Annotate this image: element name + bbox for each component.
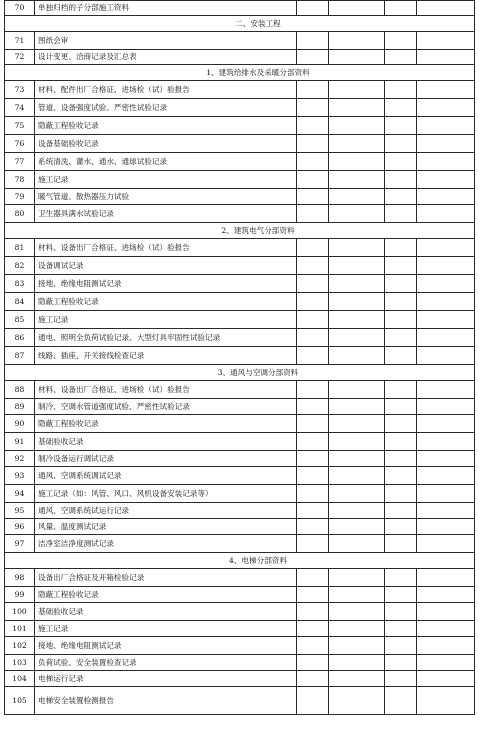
blank-cell xyxy=(297,655,329,671)
document-item-name: 设计变更、洽商记录及汇总表 xyxy=(35,50,297,65)
document-item-name: 电梯安全装置检测报告 xyxy=(35,687,297,715)
blank-cell xyxy=(297,381,329,399)
document-item-name: 接地、绝缘电阻测试记录 xyxy=(35,637,297,655)
blank-cell xyxy=(297,153,329,171)
section-title: 1、建筑给排水及采暖分部资料 xyxy=(5,65,475,81)
blank-cell xyxy=(329,117,385,135)
row-number: 95 xyxy=(5,503,35,519)
table-row xyxy=(5,81,475,99)
table-row xyxy=(5,451,475,467)
blank-cell xyxy=(417,603,475,621)
row-number: 102 xyxy=(5,637,35,655)
blank-cell xyxy=(297,451,329,467)
document-item-name: 施工记录 xyxy=(35,311,297,329)
row-number: 97 xyxy=(5,535,35,553)
document-item-name: 单独归档的子分部施工资料 xyxy=(35,1,297,16)
blank-cell xyxy=(297,467,329,485)
blank-cell xyxy=(297,687,329,715)
blank-cell xyxy=(417,117,475,135)
blank-cell xyxy=(297,621,329,637)
table-row xyxy=(5,171,475,189)
row-number: 82 xyxy=(5,257,35,275)
section-header-row xyxy=(5,553,475,569)
table-row xyxy=(5,655,475,671)
blank-cell xyxy=(385,50,417,65)
blank-cell xyxy=(385,117,417,135)
blank-cell xyxy=(385,467,417,485)
blank-cell xyxy=(417,171,475,189)
document-item-name: 线路、插座、开关接线检查记录 xyxy=(35,347,297,365)
document-item-name: 基础验收记录 xyxy=(35,433,297,451)
blank-cell xyxy=(417,329,475,347)
blank-cell xyxy=(417,433,475,451)
blank-cell xyxy=(329,311,385,329)
table-row xyxy=(5,415,475,433)
blank-cell xyxy=(329,257,385,275)
document-item-name: 设备调试记录 xyxy=(35,257,297,275)
document-item-name: 负荷试验、安全装置检查记录 xyxy=(35,655,297,671)
blank-cell xyxy=(385,503,417,519)
blank-cell xyxy=(297,205,329,223)
table-row xyxy=(5,117,475,135)
blank-cell xyxy=(329,205,385,223)
table-row xyxy=(5,503,475,519)
document-item-name: 施工记录（如：风管、风口、风机设备安装记录等） xyxy=(35,485,297,503)
table-row xyxy=(5,671,475,687)
table-row xyxy=(5,293,475,311)
blank-cell xyxy=(385,239,417,257)
table-row xyxy=(5,569,475,587)
section-title: 2、建筑电气分部资料 xyxy=(5,223,475,239)
document-item-name: 施工记录 xyxy=(35,171,297,189)
blank-cell xyxy=(297,519,329,535)
row-number: 103 xyxy=(5,655,35,671)
blank-cell xyxy=(329,1,385,16)
blank-cell xyxy=(329,637,385,655)
table-row xyxy=(5,311,475,329)
document-item-name: 材料、设备出厂合格证、进场检（试）验报告 xyxy=(35,239,297,257)
table-row xyxy=(5,50,475,65)
document-item-name: 暖气管道、散热器压力试验 xyxy=(35,189,297,205)
document-item-name: 通电、照明全负荷试验记录、大型灯具牢固性试验记录 xyxy=(35,329,297,347)
blank-cell xyxy=(385,399,417,415)
section-header-row xyxy=(5,65,475,81)
blank-cell xyxy=(385,99,417,117)
blank-cell xyxy=(297,415,329,433)
document-item-name: 施工记录 xyxy=(35,621,297,637)
blank-cell xyxy=(329,503,385,519)
blank-cell xyxy=(329,569,385,587)
document-item-name: 电梯运行记录 xyxy=(35,671,297,687)
blank-cell xyxy=(297,257,329,275)
blank-cell xyxy=(297,535,329,553)
blank-cell xyxy=(297,569,329,587)
document-item-name: 卫生器具满水试验记录 xyxy=(35,205,297,223)
blank-cell xyxy=(297,32,329,50)
blank-cell xyxy=(297,485,329,503)
blank-cell xyxy=(329,171,385,189)
blank-cell xyxy=(385,171,417,189)
table-row xyxy=(5,329,475,347)
blank-cell xyxy=(329,81,385,99)
blank-cell xyxy=(385,621,417,637)
row-number: 80 xyxy=(5,205,35,223)
table-row xyxy=(5,587,475,603)
section-title: 4、电梯分部资料 xyxy=(5,553,475,569)
blank-cell xyxy=(385,205,417,223)
document-item-name: 设备基础验收记录 xyxy=(35,135,297,153)
blank-cell xyxy=(329,655,385,671)
blank-cell xyxy=(385,81,417,99)
blank-cell xyxy=(417,655,475,671)
document-item-name: 接地、绝缘电阻测试记录 xyxy=(35,275,297,293)
blank-cell xyxy=(417,621,475,637)
blank-cell xyxy=(385,135,417,153)
blank-cell xyxy=(329,603,385,621)
blank-cell xyxy=(417,569,475,587)
blank-cell xyxy=(385,451,417,467)
blank-cell xyxy=(385,381,417,399)
blank-cell xyxy=(385,32,417,50)
table-row xyxy=(5,399,475,415)
blank-cell xyxy=(417,257,475,275)
document-item-name: 管道、设备强度试验、严密性试验记录 xyxy=(35,99,297,117)
row-number: 75 xyxy=(5,117,35,135)
blank-cell xyxy=(417,637,475,655)
row-number: 92 xyxy=(5,451,35,467)
row-number: 85 xyxy=(5,311,35,329)
blank-cell xyxy=(385,519,417,535)
archive-checklist-table xyxy=(4,0,475,715)
blank-cell xyxy=(417,239,475,257)
blank-cell xyxy=(417,415,475,433)
blank-cell xyxy=(297,603,329,621)
row-number: 100 xyxy=(5,603,35,621)
document-item-name: 隐蔽工程验收记录 xyxy=(35,415,297,433)
table-row xyxy=(5,347,475,365)
section-title: 3、通风与空调分部资料 xyxy=(5,365,475,381)
table-row xyxy=(5,485,475,503)
row-number: 74 xyxy=(5,99,35,117)
blank-cell xyxy=(329,32,385,50)
row-number: 105 xyxy=(5,687,35,715)
document-item-name: 隐蔽工程验收记录 xyxy=(35,587,297,603)
blank-cell xyxy=(417,135,475,153)
table-body xyxy=(5,1,475,715)
section-header-row xyxy=(5,16,475,32)
row-number: 71 xyxy=(5,32,35,50)
table-row xyxy=(5,99,475,117)
document-item-name: 制冷设备运行调试记录 xyxy=(35,451,297,467)
document-item-name: 基础验收记录 xyxy=(35,603,297,621)
blank-cell xyxy=(417,153,475,171)
table-row xyxy=(5,433,475,451)
blank-cell xyxy=(329,467,385,485)
blank-cell xyxy=(297,117,329,135)
blank-cell xyxy=(385,275,417,293)
blank-cell xyxy=(329,687,385,715)
table-row xyxy=(5,205,475,223)
blank-cell xyxy=(385,415,417,433)
blank-cell xyxy=(329,535,385,553)
document-item-name: 风量、温度测试记录 xyxy=(35,519,297,535)
blank-cell xyxy=(417,467,475,485)
blank-cell xyxy=(385,671,417,687)
table-row xyxy=(5,535,475,553)
blank-cell xyxy=(417,381,475,399)
row-number: 73 xyxy=(5,81,35,99)
document-item-name: 材料、设备出厂合格证、进场检（试）验报告 xyxy=(35,381,297,399)
blank-cell xyxy=(297,135,329,153)
blank-cell xyxy=(297,293,329,311)
blank-cell xyxy=(385,637,417,655)
blank-cell xyxy=(329,99,385,117)
row-number: 72 xyxy=(5,50,35,65)
row-number: 93 xyxy=(5,467,35,485)
blank-cell xyxy=(329,239,385,257)
section-header-row xyxy=(5,223,475,239)
document-item-name: 图纸会审 xyxy=(35,32,297,50)
table-row xyxy=(5,1,475,16)
table-row xyxy=(5,32,475,50)
blank-cell xyxy=(417,671,475,687)
table-row xyxy=(5,519,475,535)
blank-cell xyxy=(297,99,329,117)
blank-cell xyxy=(329,621,385,637)
blank-cell xyxy=(329,485,385,503)
blank-cell xyxy=(417,275,475,293)
blank-cell xyxy=(297,189,329,205)
blank-cell xyxy=(297,171,329,189)
row-number: 79 xyxy=(5,189,35,205)
blank-cell xyxy=(385,1,417,16)
blank-cell xyxy=(385,535,417,553)
blank-cell xyxy=(385,655,417,671)
blank-cell xyxy=(417,189,475,205)
blank-cell xyxy=(417,535,475,553)
blank-cell xyxy=(329,329,385,347)
table-row xyxy=(5,621,475,637)
blank-cell xyxy=(297,311,329,329)
blank-cell xyxy=(417,347,475,365)
section-title: 二、安装工程 xyxy=(5,16,475,32)
blank-cell xyxy=(329,153,385,171)
row-number: 84 xyxy=(5,293,35,311)
row-number: 87 xyxy=(5,347,35,365)
table-row xyxy=(5,603,475,621)
table-row xyxy=(5,135,475,153)
blank-cell xyxy=(417,50,475,65)
blank-cell xyxy=(329,347,385,365)
blank-cell xyxy=(329,519,385,535)
document-item-name: 隐蔽工程验收记录 xyxy=(35,293,297,311)
blank-cell xyxy=(329,415,385,433)
blank-cell xyxy=(297,587,329,603)
row-number: 70 xyxy=(5,1,35,16)
blank-cell xyxy=(385,257,417,275)
row-number: 90 xyxy=(5,415,35,433)
document-item-name: 通风、空调系统调试记录 xyxy=(35,467,297,485)
blank-cell xyxy=(297,81,329,99)
row-number: 101 xyxy=(5,621,35,637)
document-item-name: 制冷、空调水管道强度试验、严密性试验记录 xyxy=(35,399,297,415)
table-row xyxy=(5,637,475,655)
row-number: 76 xyxy=(5,135,35,153)
blank-cell xyxy=(297,433,329,451)
blank-cell xyxy=(417,519,475,535)
blank-cell xyxy=(417,81,475,99)
document-item-name: 隐蔽工程验收记录 xyxy=(35,117,297,135)
document-item-name: 系统清洗、灌水、通水、通球试验记录 xyxy=(35,153,297,171)
row-number: 78 xyxy=(5,171,35,189)
blank-cell xyxy=(297,329,329,347)
blank-cell xyxy=(297,637,329,655)
document-item-name: 设备出厂合格证及开箱检验记录 xyxy=(35,569,297,587)
table-row xyxy=(5,275,475,293)
blank-cell xyxy=(329,381,385,399)
blank-cell xyxy=(385,153,417,171)
row-number: 89 xyxy=(5,399,35,415)
document-item-name: 材料、配件出厂合格证、进场检（试）验报告 xyxy=(35,81,297,99)
row-number: 77 xyxy=(5,153,35,171)
blank-cell xyxy=(417,451,475,467)
table-row xyxy=(5,189,475,205)
table-row xyxy=(5,467,475,485)
blank-cell xyxy=(385,433,417,451)
blank-cell xyxy=(297,347,329,365)
blank-cell xyxy=(417,503,475,519)
blank-cell xyxy=(417,1,475,16)
blank-cell xyxy=(297,671,329,687)
blank-cell xyxy=(385,485,417,503)
table-row xyxy=(5,239,475,257)
row-number: 99 xyxy=(5,587,35,603)
blank-cell xyxy=(297,1,329,16)
row-number: 104 xyxy=(5,671,35,687)
blank-cell xyxy=(417,687,475,715)
blank-cell xyxy=(329,399,385,415)
row-number: 88 xyxy=(5,381,35,399)
blank-cell xyxy=(417,32,475,50)
row-number: 91 xyxy=(5,433,35,451)
blank-cell xyxy=(329,671,385,687)
blank-cell xyxy=(417,399,475,415)
blank-cell xyxy=(329,451,385,467)
blank-cell xyxy=(417,293,475,311)
blank-cell xyxy=(385,189,417,205)
blank-cell xyxy=(329,189,385,205)
blank-cell xyxy=(329,275,385,293)
blank-cell xyxy=(417,205,475,223)
blank-cell xyxy=(385,329,417,347)
blank-cell xyxy=(329,433,385,451)
row-number: 86 xyxy=(5,329,35,347)
blank-cell xyxy=(385,293,417,311)
blank-cell xyxy=(329,587,385,603)
blank-cell xyxy=(297,399,329,415)
row-number: 81 xyxy=(5,239,35,257)
blank-cell xyxy=(329,135,385,153)
row-number: 94 xyxy=(5,485,35,503)
row-number: 98 xyxy=(5,569,35,587)
blank-cell xyxy=(297,50,329,65)
row-number: 96 xyxy=(5,519,35,535)
blank-cell xyxy=(417,485,475,503)
blank-cell xyxy=(297,503,329,519)
blank-cell xyxy=(385,587,417,603)
blank-cell xyxy=(385,687,417,715)
blank-cell xyxy=(417,99,475,117)
blank-cell xyxy=(385,603,417,621)
document-item-name: 通风、空调系统试运行记录 xyxy=(35,503,297,519)
document-item-name: 洁净室洁净度测试记录 xyxy=(35,535,297,553)
blank-cell xyxy=(417,311,475,329)
section-header-row xyxy=(5,365,475,381)
blank-cell xyxy=(385,569,417,587)
blank-cell xyxy=(385,311,417,329)
blank-cell xyxy=(297,239,329,257)
blank-cell xyxy=(329,50,385,65)
table-row xyxy=(5,687,475,715)
blank-cell xyxy=(329,293,385,311)
blank-cell xyxy=(297,275,329,293)
table-row xyxy=(5,257,475,275)
blank-cell xyxy=(417,587,475,603)
table-row xyxy=(5,153,475,171)
blank-cell xyxy=(385,347,417,365)
row-number: 83 xyxy=(5,275,35,293)
table-row xyxy=(5,381,475,399)
